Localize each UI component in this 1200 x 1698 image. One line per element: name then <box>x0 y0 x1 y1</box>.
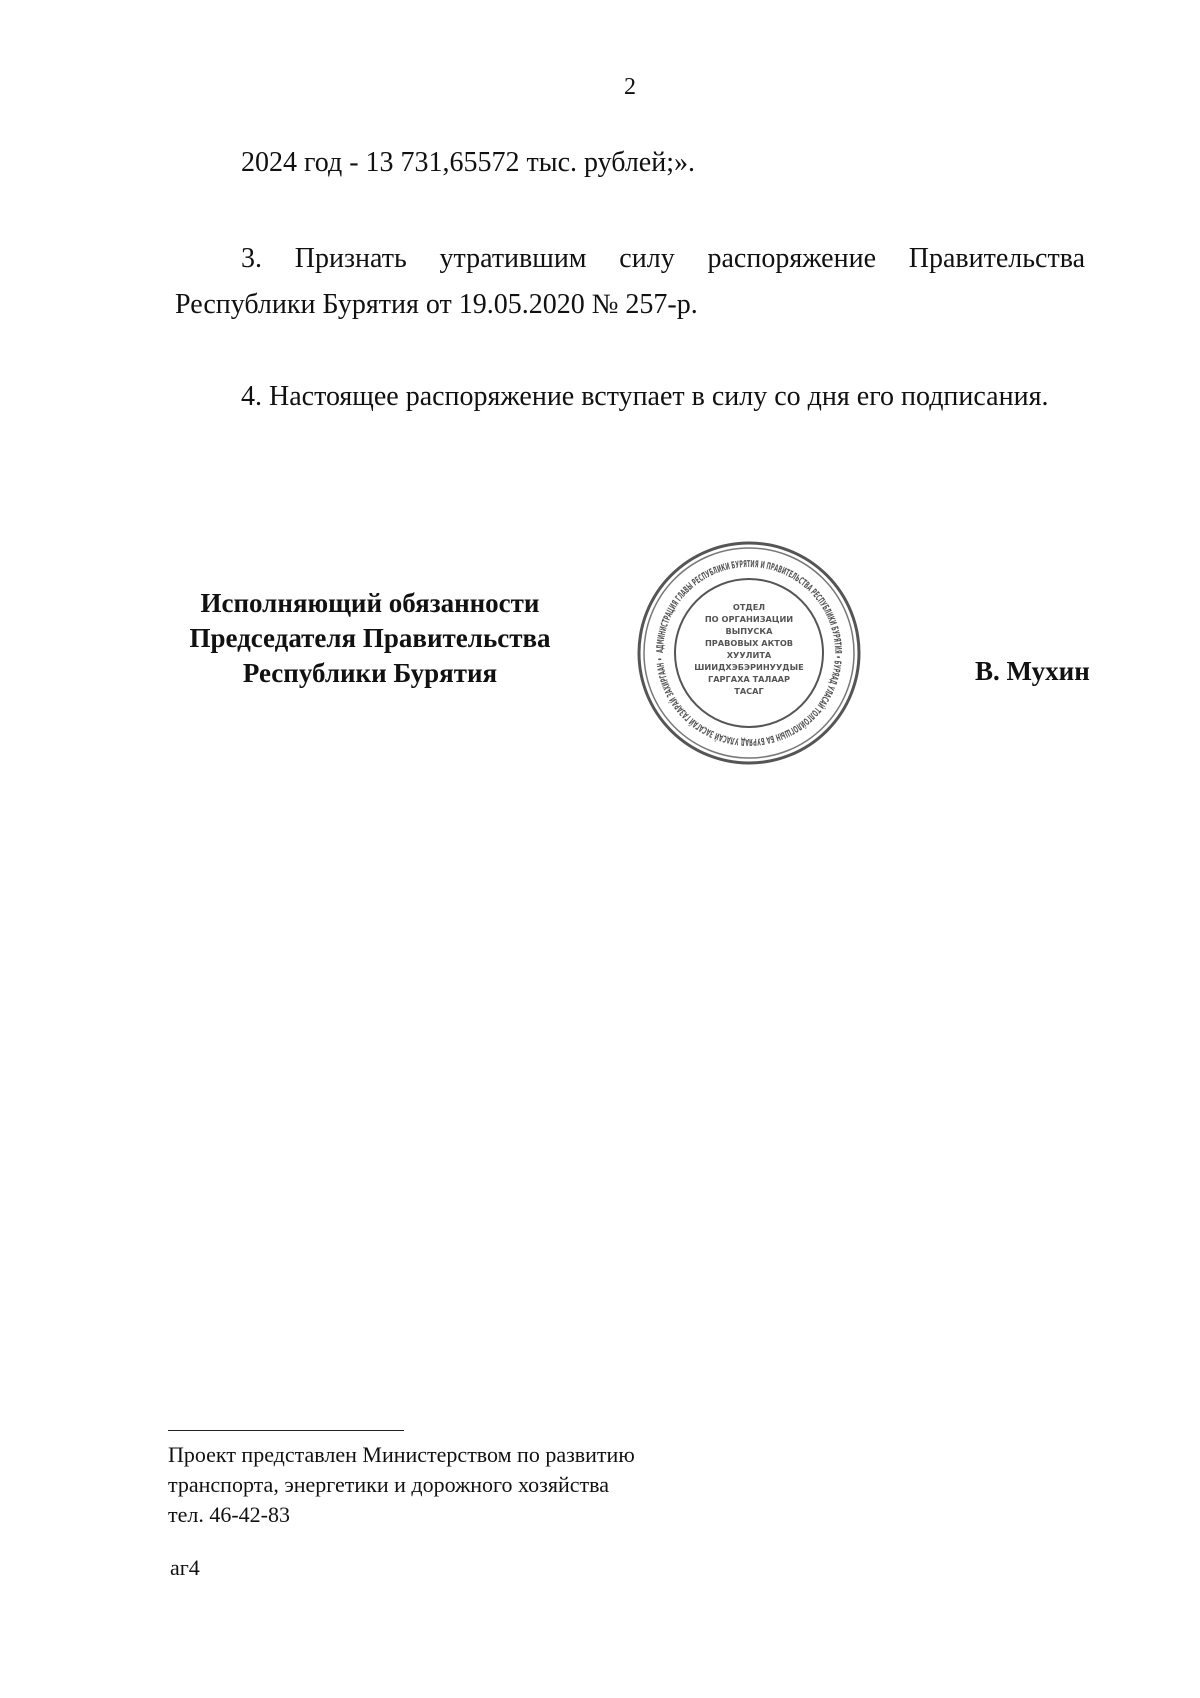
paragraph-text: 3. Признать утратившим силу распоряжение Правительства Республики Бурятия от 19.05.2020 № 257-р. <box>175 243 1085 320</box>
stamp-line: ПРАВОВЫХ АКТОВ <box>704 638 794 648</box>
paragraph-effective-date <box>175 374 1085 420</box>
document-code: аг4 <box>170 1555 200 1580</box>
stamp-line: ПО ОРГАНИЗАЦИИ <box>704 614 794 624</box>
footnote-divider <box>168 1430 404 1431</box>
stamp-ring-text: АДМИНИСТРАЦИЯ ГЛАВЫ РЕСПУБЛИКИ БУРЯТИЯ И ПРАВИТЕЛЬСТВА РЕСПУБЛИКИ БУРЯТИЯ • БУРЯАД УЛАСАЙ ТОЛГОЙЛОГШЫН БА БУРЯАД УЛАСАЙ ЗАСАГАЙ ГАЗАРАЙ ЗАХИРГААН • <box>654 558 844 748</box>
footnote-line: Проект представлен Министерством по развитию <box>168 1442 635 1467</box>
paragraph-budget-2024 <box>175 140 1085 186</box>
stamp-line: ШИИДХЭБЭРИНУУДЫЕ <box>694 662 804 672</box>
signatory-title-line: Исполняющий обязанности <box>200 588 540 618</box>
official-seal-stamp <box>636 540 862 766</box>
stamp-line: ГАРГАХА ТАЛААР <box>707 674 791 684</box>
page-number: 2 <box>624 74 636 100</box>
paragraph-text: 4. Настоящее распоряжение вступает в силу со дня его подписания. <box>241 381 1049 412</box>
signatory-title <box>150 586 590 691</box>
stamp-line: ТАСАГ <box>734 686 764 696</box>
footnote <box>168 1440 635 1530</box>
stamp-line: ХУУЛИТА <box>726 650 772 660</box>
stamp-line: ОТДЕЛ <box>732 602 766 612</box>
stamp-line: ВЫПУСКА <box>725 626 773 636</box>
signatory-name: В. Мухин <box>975 656 1090 686</box>
paragraph-repeal <box>175 236 1085 328</box>
signatory-title-line: Республики Бурятия <box>242 658 498 688</box>
paragraph-text: 2024 год - 13 731,65572 тыс. рублей;». <box>241 147 696 178</box>
footnote-line: тел. 46-42-83 <box>168 1502 291 1527</box>
footnote-line: транспорта, энергетики и дорожного хозяйства <box>168 1472 609 1497</box>
signatory-title-line: Председателя Правительства <box>189 623 551 653</box>
